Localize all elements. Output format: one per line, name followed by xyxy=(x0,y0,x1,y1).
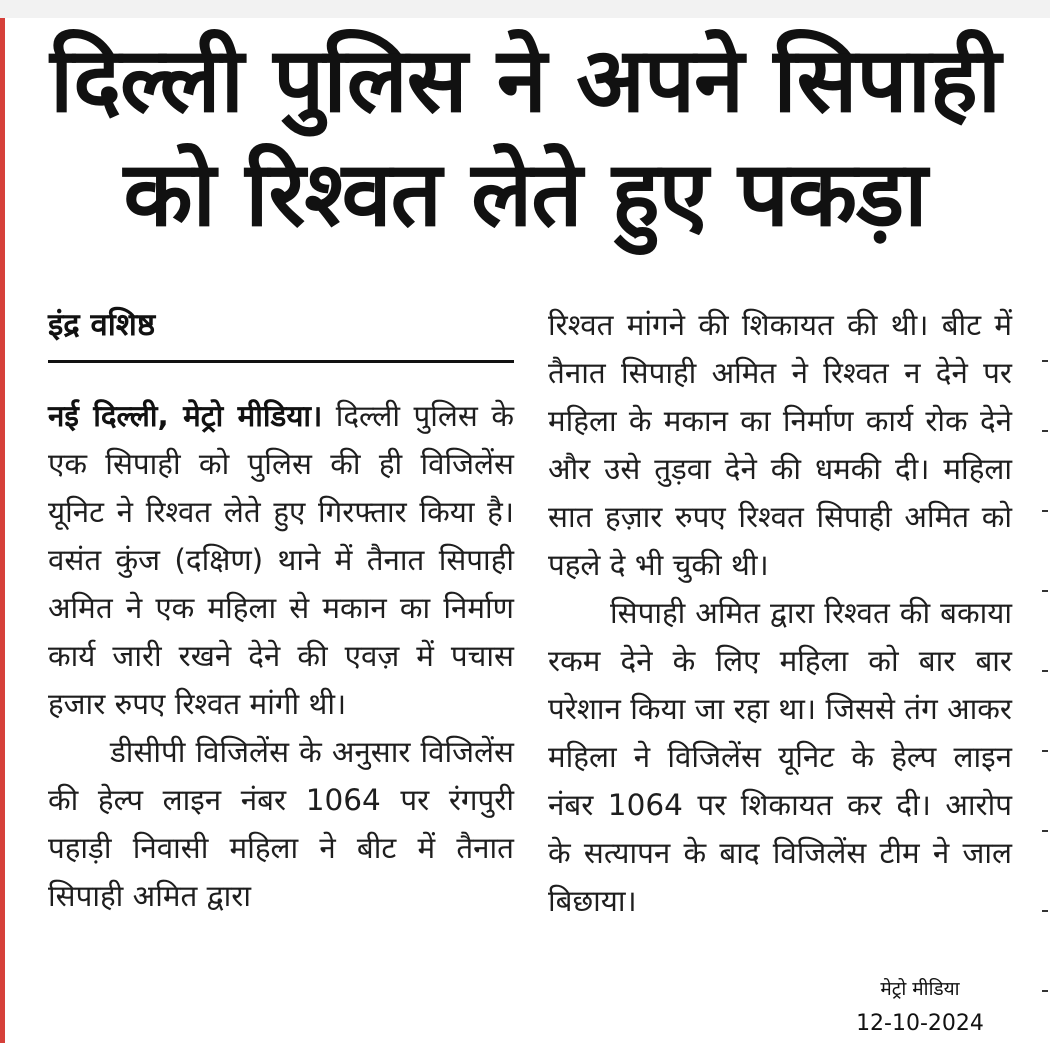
dateline: नई दिल्ली, मेट्रो मीडिया। xyxy=(48,399,323,433)
headline xyxy=(20,24,1030,252)
article-column-right xyxy=(548,301,1012,925)
article-paragraph-4: सिपाही अमित द्वारा रिश्वत की बकाया रकम देने के लिए महिला को बार बार परेशान किया जा रहा था। जिससे तंग आकर महिला ने विजिलेंस यूनिट के हेल्प लाइन नंबर 1064 पर शिकायत कर दी। आरोप के सत्यापन के बाद विजिलेंस टीम ने जाल बिछाया। xyxy=(548,596,1012,918)
article-column-left xyxy=(48,392,514,920)
author-byline: इंद्र वशिष्ठ xyxy=(48,307,156,343)
source-credit: मेट्रो मीडिया xyxy=(880,978,960,1000)
article-paragraph-1 xyxy=(48,392,514,728)
article-paragraph-2: डीसीपी विजिलेंस के अनुसार विजिलेंस की हेल्प लाइन नंबर 1064 पर रंगपुरी पहाड़ी निवासी महिला ने बीट में तैनात सिपाही अमित द्वारा xyxy=(48,735,514,913)
headline-line-2: को रिश्वत लेते हुए पकड़ा xyxy=(123,142,927,247)
byline-divider xyxy=(48,360,514,363)
adjacent-column-edge xyxy=(1040,340,1050,1040)
publication-date: 12-10-2024 xyxy=(856,1011,984,1036)
page-edge-rule xyxy=(0,18,5,1043)
article-paragraph-3: रिश्वत मांगने की शिकायत की थी। बीट में तैनात सिपाही अमित ने रिश्वत न देने पर महिला के मकान का निर्माण कार्य रोक देने और उसे तुड़वा देने की धमकी दी। महिला सात हज़ार रुपए रिश्वत सिपाही अमित को पहले दे भी चुकी थी। xyxy=(548,308,1012,582)
top-margin-strip xyxy=(0,0,1050,18)
paragraph-1-text: दिल्ली पुलिस के एक सिपाही को पुलिस की ही विजिलेंस यूनिट ने रिश्वत लेते हुए गिरफ्तार किया है। वसंत कुंज (दक्षिण) थाने में तैनात सिपाही अमित ने एक महिला से मकान का निर्माण कार्य जारी रखने देने की एवज़ में पचास हजार रुपए रिश्वत मांगी थी। xyxy=(48,399,514,721)
headline-line-1: दिल्ली पुलिस ने अपने सिपाही xyxy=(49,28,1001,133)
